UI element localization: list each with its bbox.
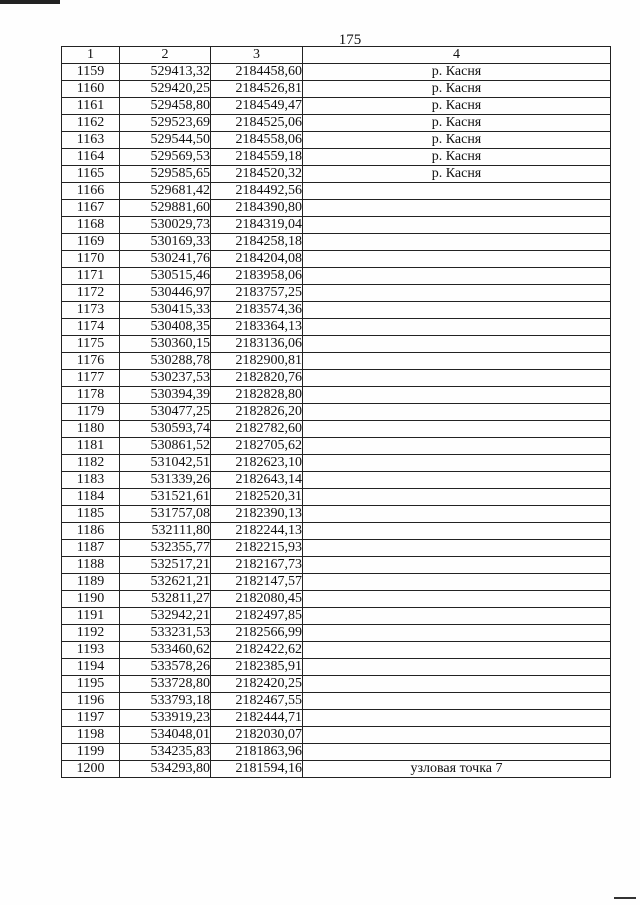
point-number-cell: 1160 [62, 81, 120, 98]
point-number-cell: 1186 [62, 523, 120, 540]
y-coordinate-cell: 2182422,62 [211, 642, 303, 659]
x-coordinate-cell: 529585,65 [120, 166, 211, 183]
description-cell [303, 625, 611, 642]
x-coordinate-cell: 529523,69 [120, 115, 211, 132]
x-coordinate-cell: 534048,01 [120, 727, 211, 744]
table-row [62, 149, 611, 166]
x-coordinate-cell: 533728,80 [120, 676, 211, 693]
x-coordinate-cell: 530237,53 [120, 370, 211, 387]
point-number-cell: 1194 [62, 659, 120, 676]
point-number-cell: 1177 [62, 370, 120, 387]
table-row [62, 353, 611, 370]
x-coordinate-cell: 533231,53 [120, 625, 211, 642]
point-number-cell: 1197 [62, 710, 120, 727]
point-number-cell: 1165 [62, 166, 120, 183]
y-coordinate-cell: 2184258,18 [211, 234, 303, 251]
description-cell [303, 710, 611, 727]
y-coordinate-cell: 2183136,06 [211, 336, 303, 353]
point-number-cell: 1198 [62, 727, 120, 744]
point-number-cell: 1199 [62, 744, 120, 761]
description-cell: р. Касня [303, 81, 611, 98]
table-row [62, 727, 611, 744]
point-number-cell: 1167 [62, 200, 120, 217]
point-number-cell: 1171 [62, 268, 120, 285]
point-number-cell: 1190 [62, 591, 120, 608]
description-cell [303, 404, 611, 421]
description-cell: узловая точка 7 [303, 761, 611, 778]
table-row [62, 81, 611, 98]
point-number-cell: 1185 [62, 506, 120, 523]
y-coordinate-cell: 2184458,60 [211, 64, 303, 81]
scan-edge-mark [0, 0, 60, 4]
point-number-cell: 1169 [62, 234, 120, 251]
description-cell [303, 744, 611, 761]
point-number-cell: 1179 [62, 404, 120, 421]
x-coordinate-cell: 530477,25 [120, 404, 211, 421]
footer-scan-mark [614, 897, 636, 899]
y-coordinate-cell: 2182147,57 [211, 574, 303, 591]
x-coordinate-cell: 530029,73 [120, 217, 211, 234]
x-coordinate-cell: 532517,21 [120, 557, 211, 574]
y-coordinate-cell: 2182828,80 [211, 387, 303, 404]
point-number-cell: 1175 [62, 336, 120, 353]
x-coordinate-cell: 530415,33 [120, 302, 211, 319]
table-row [62, 472, 611, 489]
table-row [62, 761, 611, 778]
point-number-cell: 1170 [62, 251, 120, 268]
description-cell [303, 234, 611, 251]
table-row [62, 574, 611, 591]
description-cell: р. Касня [303, 115, 611, 132]
x-coordinate-cell: 532942,21 [120, 608, 211, 625]
point-number-cell: 1191 [62, 608, 120, 625]
description-cell: р. Касня [303, 132, 611, 149]
point-number-cell: 1168 [62, 217, 120, 234]
y-coordinate-cell: 2182420,25 [211, 676, 303, 693]
table-row [62, 234, 611, 251]
y-coordinate-cell: 2182705,62 [211, 438, 303, 455]
y-coordinate-cell: 2182080,45 [211, 591, 303, 608]
x-coordinate-cell: 530288,78 [120, 353, 211, 370]
column-header-x: 2 [120, 47, 211, 64]
y-coordinate-cell: 2184492,56 [211, 183, 303, 200]
description-cell [303, 421, 611, 438]
y-coordinate-cell: 2182643,14 [211, 472, 303, 489]
y-coordinate-cell: 2184520,32 [211, 166, 303, 183]
x-coordinate-cell: 533919,23 [120, 710, 211, 727]
table-row [62, 336, 611, 353]
table-body [62, 64, 611, 778]
x-coordinate-cell: 530241,76 [120, 251, 211, 268]
x-coordinate-cell: 529458,80 [120, 98, 211, 115]
point-number-cell: 1176 [62, 353, 120, 370]
point-number-cell: 1159 [62, 64, 120, 81]
y-coordinate-cell: 2184549,47 [211, 98, 303, 115]
table-row [62, 523, 611, 540]
point-number-cell: 1187 [62, 540, 120, 557]
y-coordinate-cell: 2184319,04 [211, 217, 303, 234]
description-cell [303, 353, 611, 370]
description-cell [303, 574, 611, 591]
x-coordinate-cell: 529413,32 [120, 64, 211, 81]
description-cell: р. Касня [303, 149, 611, 166]
y-coordinate-cell: 2182782,60 [211, 421, 303, 438]
x-coordinate-cell: 529420,25 [120, 81, 211, 98]
y-coordinate-cell: 2184558,06 [211, 132, 303, 149]
description-cell [303, 642, 611, 659]
table-row [62, 132, 611, 149]
table-row [62, 540, 611, 557]
table-row [62, 98, 611, 115]
x-coordinate-cell: 529881,60 [120, 200, 211, 217]
table-row [62, 455, 611, 472]
y-coordinate-cell: 2181863,96 [211, 744, 303, 761]
table-row [62, 642, 611, 659]
y-coordinate-cell: 2182390,13 [211, 506, 303, 523]
description-cell [303, 557, 611, 574]
x-coordinate-cell: 533578,26 [120, 659, 211, 676]
column-header-point: 1 [62, 47, 120, 64]
x-coordinate-cell: 532111,80 [120, 523, 211, 540]
y-coordinate-cell: 2182520,31 [211, 489, 303, 506]
y-coordinate-cell: 2184204,08 [211, 251, 303, 268]
table-row [62, 421, 611, 438]
y-coordinate-cell: 2182900,81 [211, 353, 303, 370]
y-coordinate-cell: 2182030,07 [211, 727, 303, 744]
column-header-y: 3 [211, 47, 303, 64]
point-number-cell: 1172 [62, 285, 120, 302]
x-coordinate-cell: 530515,46 [120, 268, 211, 285]
point-number-cell: 1183 [62, 472, 120, 489]
y-coordinate-cell: 2182623,10 [211, 455, 303, 472]
table-row [62, 285, 611, 302]
description-cell [303, 285, 611, 302]
table-row [62, 608, 611, 625]
point-number-cell: 1180 [62, 421, 120, 438]
x-coordinate-cell: 530360,15 [120, 336, 211, 353]
description-cell [303, 387, 611, 404]
y-coordinate-cell: 2184526,81 [211, 81, 303, 98]
x-coordinate-cell: 530408,35 [120, 319, 211, 336]
x-coordinate-cell: 530394,39 [120, 387, 211, 404]
table-row [62, 387, 611, 404]
table-row [62, 319, 611, 336]
table-row [62, 404, 611, 421]
y-coordinate-cell: 2182497,85 [211, 608, 303, 625]
x-coordinate-cell: 530593,74 [120, 421, 211, 438]
point-number-cell: 1196 [62, 693, 120, 710]
y-coordinate-cell: 2182215,93 [211, 540, 303, 557]
table-row [62, 489, 611, 506]
point-number-cell: 1195 [62, 676, 120, 693]
y-coordinate-cell: 2184390,80 [211, 200, 303, 217]
description-cell [303, 506, 611, 523]
x-coordinate-cell: 529681,42 [120, 183, 211, 200]
table-row [62, 183, 611, 200]
table-row [62, 166, 611, 183]
point-number-cell: 1162 [62, 115, 120, 132]
table-row [62, 438, 611, 455]
description-cell [303, 268, 611, 285]
page-number: 175 [338, 32, 362, 48]
table-row [62, 200, 611, 217]
y-coordinate-cell: 2182244,13 [211, 523, 303, 540]
x-coordinate-cell: 530861,52 [120, 438, 211, 455]
description-cell: р. Касня [303, 64, 611, 81]
x-coordinate-cell: 529569,53 [120, 149, 211, 166]
y-coordinate-cell: 2182826,20 [211, 404, 303, 421]
point-number-cell: 1200 [62, 761, 120, 778]
description-cell [303, 591, 611, 608]
description-cell [303, 370, 611, 387]
point-number-cell: 1173 [62, 302, 120, 319]
y-coordinate-cell: 2182467,55 [211, 693, 303, 710]
table-row [62, 302, 611, 319]
x-coordinate-cell: 532621,21 [120, 574, 211, 591]
x-coordinate-cell: 530446,97 [120, 285, 211, 302]
column-header-description: 4 [303, 47, 611, 64]
description-cell [303, 200, 611, 217]
description-cell [303, 472, 611, 489]
y-coordinate-cell: 2183757,25 [211, 285, 303, 302]
description-cell [303, 523, 611, 540]
description-cell [303, 336, 611, 353]
point-number-cell: 1182 [62, 455, 120, 472]
y-coordinate-cell: 2182385,91 [211, 659, 303, 676]
point-number-cell: 1188 [62, 557, 120, 574]
table-row [62, 557, 611, 574]
point-number-cell: 1189 [62, 574, 120, 591]
description-cell [303, 438, 611, 455]
coordinates-table [61, 46, 611, 778]
y-coordinate-cell: 2183574,36 [211, 302, 303, 319]
y-coordinate-cell: 2183958,06 [211, 268, 303, 285]
x-coordinate-cell: 534235,83 [120, 744, 211, 761]
y-coordinate-cell: 2184559,18 [211, 149, 303, 166]
x-coordinate-cell: 531757,08 [120, 506, 211, 523]
table-row [62, 676, 611, 693]
description-cell [303, 659, 611, 676]
table-row [62, 591, 611, 608]
description-cell [303, 455, 611, 472]
table-row [62, 64, 611, 81]
x-coordinate-cell: 531521,61 [120, 489, 211, 506]
description-cell [303, 540, 611, 557]
description-cell [303, 302, 611, 319]
description-cell: р. Касня [303, 98, 611, 115]
description-cell [303, 608, 611, 625]
point-number-cell: 1174 [62, 319, 120, 336]
table-row [62, 251, 611, 268]
table-row [62, 659, 611, 676]
table-row [62, 268, 611, 285]
point-number-cell: 1164 [62, 149, 120, 166]
point-number-cell: 1161 [62, 98, 120, 115]
description-cell [303, 489, 611, 506]
description-cell [303, 319, 611, 336]
point-number-cell: 1184 [62, 489, 120, 506]
table-row [62, 115, 611, 132]
description-cell [303, 693, 611, 710]
table-row [62, 217, 611, 234]
x-coordinate-cell: 533793,18 [120, 693, 211, 710]
description-cell [303, 676, 611, 693]
table-row [62, 506, 611, 523]
table-header-row [62, 47, 611, 64]
point-number-cell: 1193 [62, 642, 120, 659]
table-row [62, 370, 611, 387]
y-coordinate-cell: 2182167,73 [211, 557, 303, 574]
x-coordinate-cell: 531042,51 [120, 455, 211, 472]
table-row [62, 625, 611, 642]
y-coordinate-cell: 2182566,99 [211, 625, 303, 642]
y-coordinate-cell: 2182444,71 [211, 710, 303, 727]
y-coordinate-cell: 2181594,16 [211, 761, 303, 778]
y-coordinate-cell: 2182820,76 [211, 370, 303, 387]
point-number-cell: 1166 [62, 183, 120, 200]
x-coordinate-cell: 533460,62 [120, 642, 211, 659]
x-coordinate-cell: 532355,77 [120, 540, 211, 557]
x-coordinate-cell: 532811,27 [120, 591, 211, 608]
point-number-cell: 1163 [62, 132, 120, 149]
table-row [62, 744, 611, 761]
table-row [62, 693, 611, 710]
description-cell [303, 217, 611, 234]
description-cell [303, 251, 611, 268]
x-coordinate-cell: 534293,80 [120, 761, 211, 778]
y-coordinate-cell: 2183364,13 [211, 319, 303, 336]
description-cell [303, 183, 611, 200]
point-number-cell: 1181 [62, 438, 120, 455]
description-cell: р. Касня [303, 166, 611, 183]
x-coordinate-cell: 531339,26 [120, 472, 211, 489]
point-number-cell: 1192 [62, 625, 120, 642]
table-row [62, 710, 611, 727]
x-coordinate-cell: 529544,50 [120, 132, 211, 149]
x-coordinate-cell: 530169,33 [120, 234, 211, 251]
y-coordinate-cell: 2184525,06 [211, 115, 303, 132]
point-number-cell: 1178 [62, 387, 120, 404]
description-cell [303, 727, 611, 744]
